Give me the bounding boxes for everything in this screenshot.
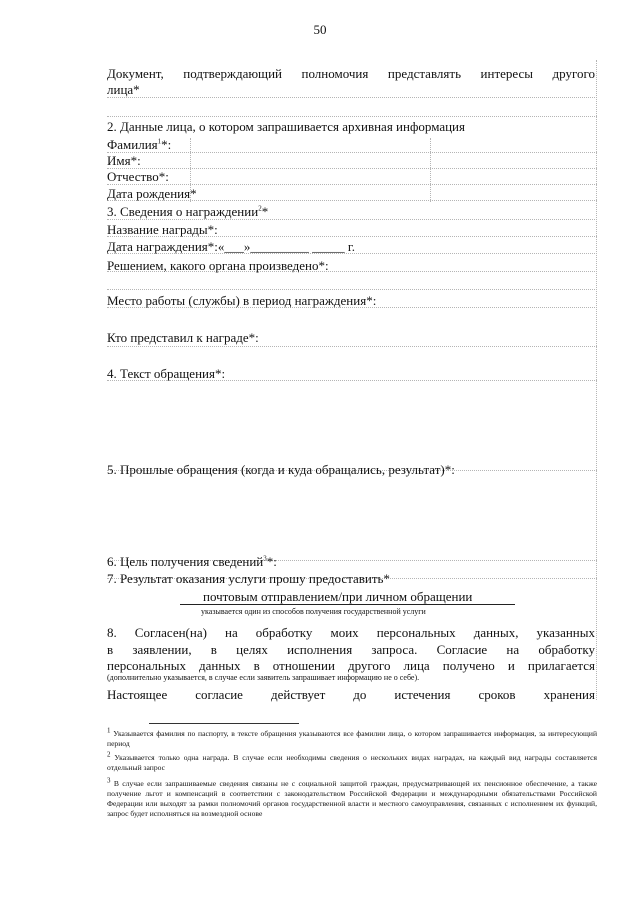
name-field-label: Имя*: (107, 153, 141, 168)
delivery-method-value: почтовым отправлением/при личном обращении (203, 589, 473, 604)
section-6-title (107, 554, 277, 569)
footnote-3-mark: 3 (107, 776, 111, 785)
form-guide-line (107, 184, 597, 185)
footnote-3 (107, 776, 597, 819)
footnote-1-text: Указывается фамилия по паспорту, в тексте обращения указываются все фамилии лица, о котором запрашивается информация, за интересующий период (107, 729, 598, 748)
award-date-label: Дата награждения*:«___»_________ _____ г. (107, 239, 355, 254)
footnote-separator (149, 723, 299, 724)
form-guide-column (430, 138, 431, 202)
footnote-3-text: В случае если запрашиваемые сведения связаны не с социальной защитой граждан, предусматривающей их пенсионное обеспечение, а также получение льгот и компенсаций в соответствии с законодательством Российской Федерации и международными обязательствами Российской Федерации или выходят за рамки полномочий органов государственной власти и местного самоуправления, связанных с исполнением их функций, запрос будет исполняться на возмездной основе (107, 779, 597, 818)
section-6-title-star: *: (266, 554, 277, 569)
footnote-ref-3: 3 (263, 554, 267, 563)
footnote-1 (107, 726, 598, 749)
section-2-title: 2. Данные лица, о котором запрашивается архивная информация (107, 119, 465, 134)
footnote-1-mark: 1 (107, 726, 111, 735)
section-6-title-text: 6. Цель получения сведений (107, 554, 264, 569)
footnote-ref-1: 1 (157, 137, 162, 146)
surname-label-star: *: (161, 137, 172, 152)
form-guide-line (107, 219, 597, 220)
section-4-title: 4. Текст обращения*: (107, 366, 226, 381)
delivery-method-underline (180, 604, 515, 605)
consent-line-4: Настоящее согласие действует до истечения сроков хранения (107, 687, 595, 702)
awarding-authority-label: Решением, какого органа произведено*: (107, 258, 329, 273)
form-guide-line (107, 346, 597, 347)
workplace-label: Место работы (службы) в период награждения*: (107, 293, 377, 308)
consent-line-2: в заявлении, в целях исполнения запроса. Согласие на обработку (107, 642, 595, 657)
section-3-title-star: * (261, 204, 269, 219)
surname-field-label (107, 137, 171, 152)
section-3-title (107, 204, 268, 219)
delivery-method-hint: указывается один из способов получения государственной услуги (201, 607, 426, 616)
birthdate-field-label: Дата рождения* (107, 186, 197, 201)
footnote-2 (107, 750, 597, 773)
consent-line-3: персональных данных в отношении другого лица получено и прилагается (107, 658, 595, 673)
form-guide-line (107, 289, 597, 290)
award-name-label: Название награды*: (107, 222, 218, 237)
form-guide-line (107, 116, 597, 117)
nominator-label: Кто представил к награде*: (107, 330, 259, 345)
consent-line-1: 8. Согласен(на) на обработку моих персональных данных, указанных (107, 625, 595, 640)
form-guide-line (107, 168, 597, 169)
patronymic-field-label: Отчество*: (107, 169, 169, 184)
section-7-title: 7. Результат оказания услуги прошу предоставить* (107, 571, 390, 586)
authority-document-line-1: Документ, подтверждающий полномочия представлять интересы другого (107, 66, 595, 81)
form-guide-column (596, 60, 597, 700)
page-number: 50 (313, 22, 327, 37)
authority-document-line-2: лица* (107, 82, 140, 97)
form-guide-line (107, 97, 597, 98)
consent-hint: (дополнительно указывается, в случае если заявитель запрашивает информацию не о себе). (107, 673, 420, 682)
footnote-2-mark: 2 (107, 750, 111, 759)
section-3-title-text: 3. Сведения о награждении (107, 204, 259, 219)
footnote-ref-2: 2 (258, 204, 262, 213)
surname-label-text: Фамилия (107, 137, 158, 152)
footnote-2-text: Указывается только одна награда. В случае если необходимы сведения о нескольких видах наградах, на каждый вид награды составляется отдельный запрос (107, 753, 597, 772)
section-5-title: 5. Прошлые обращения (когда и куда обращались, результат)*: (107, 462, 455, 477)
form-guide-line (107, 152, 597, 153)
